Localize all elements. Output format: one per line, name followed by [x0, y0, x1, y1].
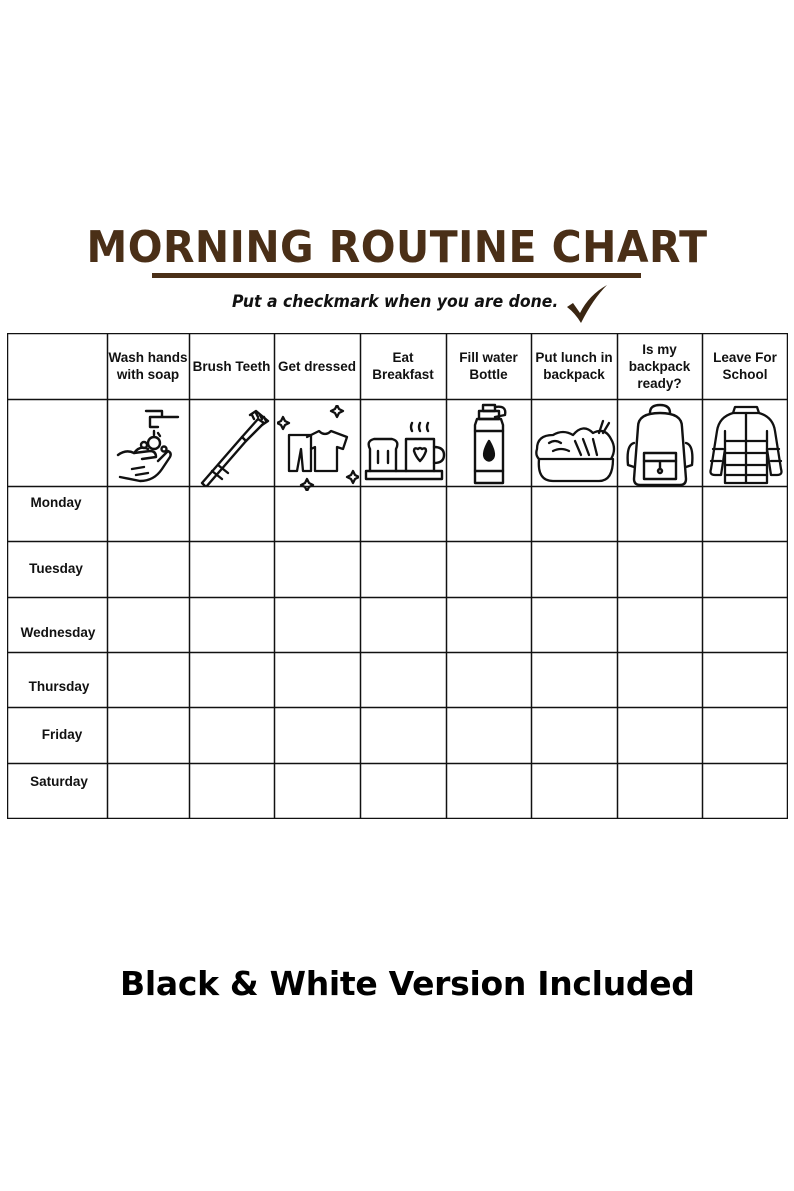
water-bottle-icon	[469, 401, 509, 489]
check-cell[interactable]	[448, 654, 530, 706]
check-cell[interactable]	[619, 654, 701, 706]
task-header-brush	[189, 333, 274, 399]
check-cell[interactable]	[362, 654, 445, 706]
check-cell[interactable]	[704, 709, 786, 762]
check-cell[interactable]	[704, 488, 786, 540]
day-saturday: Saturday	[30, 774, 88, 789]
check-cell[interactable]	[109, 488, 188, 540]
hand-washing-icon	[110, 405, 186, 485]
task-label: Eat Breakfast	[372, 350, 434, 382]
check-cell[interactable]	[276, 765, 359, 817]
check-cell[interactable]	[191, 765, 273, 817]
task-label: Is my backpack ready?	[628, 341, 691, 391]
checkmark-icon	[563, 283, 609, 325]
check-cell[interactable]	[533, 488, 616, 540]
footer-note: Black & White Version Included	[120, 964, 695, 1003]
check-cell[interactable]	[109, 765, 188, 817]
check-cell[interactable]	[704, 543, 786, 596]
chart-title: MORNING ROUTINE CHART	[86, 222, 708, 273]
title-underline	[152, 273, 641, 278]
routine-grid	[7, 333, 788, 819]
breakfast-icon	[362, 417, 446, 485]
task-header-lunch	[531, 333, 617, 399]
day-tuesday: Tuesday	[29, 561, 83, 576]
check-cell[interactable]	[362, 599, 445, 651]
check-cell[interactable]	[533, 654, 616, 706]
check-cell[interactable]	[619, 543, 701, 596]
check-cell[interactable]	[276, 599, 359, 651]
check-cell[interactable]	[704, 765, 786, 817]
clothes-icon	[277, 405, 359, 491]
check-cell[interactable]	[448, 543, 530, 596]
task-header-leave	[702, 333, 788, 399]
jacket-icon	[705, 403, 787, 489]
check-cell[interactable]	[533, 543, 616, 596]
task-label: Brush Teeth	[192, 358, 271, 374]
check-cell[interactable]	[276, 543, 359, 596]
check-cell[interactable]	[276, 709, 359, 762]
task-label: Leave For School	[713, 350, 777, 382]
task-header-breakfast	[360, 333, 446, 399]
day-monday: Monday	[30, 495, 82, 510]
check-cell[interactable]	[276, 654, 359, 706]
check-cell[interactable]	[448, 709, 530, 762]
check-cell[interactable]	[619, 765, 701, 817]
check-cell[interactable]	[362, 543, 445, 596]
check-cell[interactable]	[704, 654, 786, 706]
check-cell[interactable]	[619, 488, 701, 540]
check-cell[interactable]	[704, 599, 786, 651]
check-cell[interactable]	[619, 599, 701, 651]
check-cell[interactable]	[191, 709, 273, 762]
check-cell[interactable]	[448, 488, 530, 540]
task-label: Fill water Bottle	[459, 350, 518, 382]
day-thursday: Thursday	[28, 679, 90, 694]
check-cell[interactable]	[191, 599, 273, 651]
check-cell[interactable]	[533, 765, 616, 817]
chart-subtitle: Put a checkmark when you are done.	[232, 292, 559, 312]
task-header-backpack	[617, 333, 702, 399]
check-cell[interactable]	[191, 654, 273, 706]
check-cell[interactable]	[362, 709, 445, 762]
toothbrush-icon	[192, 407, 272, 487]
check-cell[interactable]	[362, 765, 445, 817]
check-cell[interactable]	[109, 654, 188, 706]
task-header-water	[446, 333, 531, 399]
check-cell[interactable]	[362, 488, 445, 540]
lunchbox-icon	[533, 409, 617, 485]
check-cell[interactable]	[533, 709, 616, 762]
task-header-dressed	[274, 333, 360, 399]
task-header-wash	[107, 333, 189, 399]
check-cell[interactable]	[276, 488, 359, 540]
check-cell[interactable]	[619, 709, 701, 762]
check-cell[interactable]	[191, 488, 273, 540]
check-cell[interactable]	[191, 543, 273, 596]
task-label: Get dressed	[277, 358, 357, 374]
check-cell[interactable]	[533, 599, 616, 651]
check-cell[interactable]	[109, 543, 188, 596]
check-cell[interactable]	[109, 599, 188, 651]
check-cell[interactable]	[448, 599, 530, 651]
check-cell[interactable]	[448, 765, 530, 817]
task-label: Put lunch in backpack	[535, 350, 613, 382]
backpack-icon	[624, 403, 696, 489]
task-label: Wash hands with soap	[108, 350, 188, 382]
day-wednesday: Wednesday	[20, 625, 96, 640]
day-friday: Friday	[41, 727, 83, 742]
check-cell[interactable]	[109, 709, 188, 762]
